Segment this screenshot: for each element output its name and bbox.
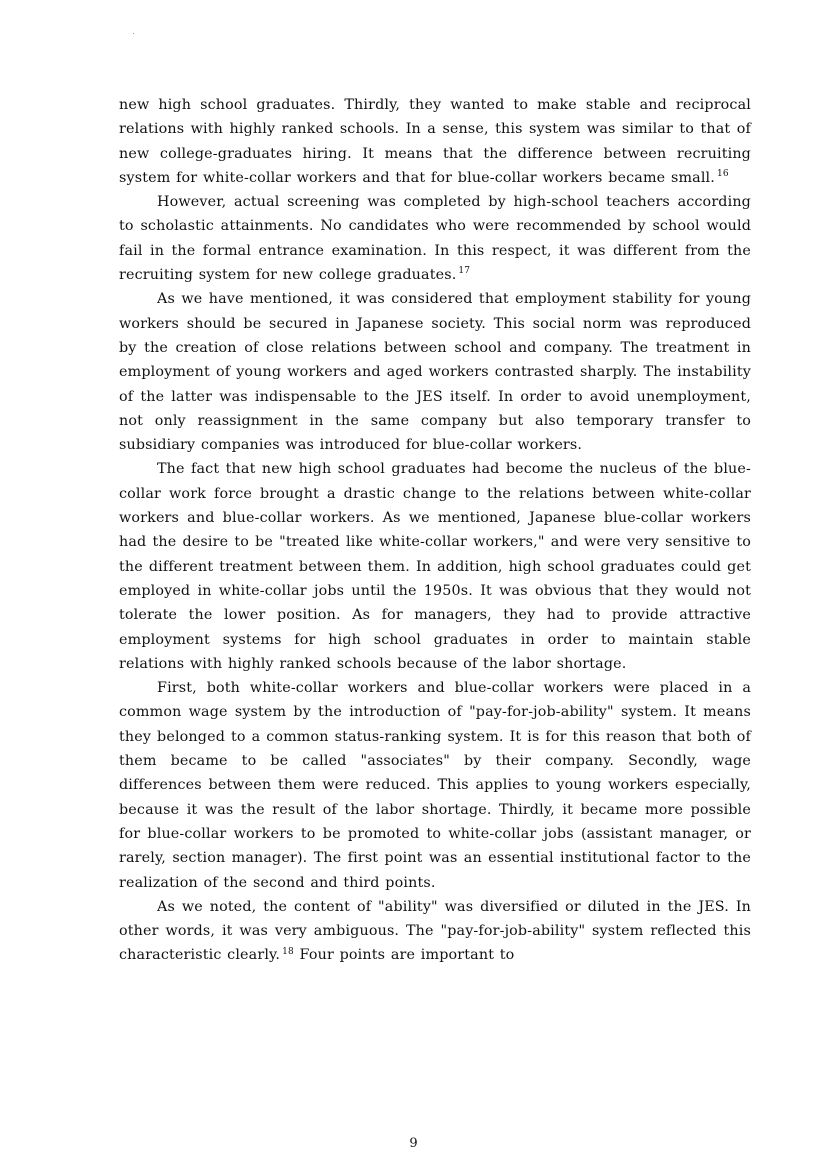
paragraph-6-text: As we noted, the content of "ability" was diversified or diluted in the JES. In other words, it was very ambiguous. The "pay-for-job-ability" system reflected this characteristic clearly. <box>119 898 751 964</box>
paragraph-5 <box>119 676 751 895</box>
paragraph-1 <box>119 93 751 190</box>
paragraph-5-text: First, both white-collar workers and blue-collar workers were placed in a common wage system by the introduction of "pay-for-job-ability" system. It means they belonged to a common status-ranking system. It is for this reason that both of them became to be called "associates" by their company. Secondly, wage differences between them were reduced. This applies to young workers especially, because it was the result of the labor shortage. Thirdly, it became more possible for blue-collar workers to be promoted to white-collar jobs (assistant manager, or rarely, section manager). The first point was an essential institutional factor to the realization of the second and third points. <box>119 680 751 891</box>
footnote-ref-18[interactable]: 18 <box>282 946 294 957</box>
paragraph-6 <box>119 895 751 968</box>
paragraph-6-tail: Four points are important to <box>293 947 515 964</box>
scan-speck <box>133 33 134 34</box>
paragraph-4-text: The fact that new high school graduates had become the nucleus of the blue-collar work force brought a drastic change to the relations between white-collar workers and blue-collar workers. As we mentioned, Japanese blue-collar workers had the desire to be "treated like white-collar workers," and were very sensitive to the different treatment between them. In addition, high school graduates could get employed in white-collar jobs until the 1950s. It was obvious that they would not tolerate the lower position. As for managers, they had to provide attractive employment systems for high school graduates in order to maintain stable relations with highly ranked schools because of the labor shortage. <box>119 461 751 672</box>
paragraph-2-text: However, actual screening was completed by high-school teachers according to scholastic attainments. No candidates who were recommended by school would fail in the formal entrance examination. In this respect, it was different from the recruiting system for new college graduates. <box>119 194 751 284</box>
document-body <box>119 93 751 968</box>
paragraph-4 <box>119 457 751 676</box>
footnote-ref-16[interactable]: 16 <box>716 169 729 180</box>
paragraph-1-text: new high school graduates. Thirdly, they wanted to make stable and reciprocal relations with highly ranked schools. In a sense, this system was similar to that of new college-graduates hiring. It means that the difference between recruiting system for white-collar workers and that for blue-collar workers became small. <box>119 97 751 186</box>
page-number: 9 <box>409 1136 418 1151</box>
paragraph-2 <box>119 190 751 287</box>
footnote-ref-17[interactable]: 17 <box>458 266 471 277</box>
paragraph-3-text: As we have mentioned, it was considered that employment stability for young workers should be secured in Japanese society. This social norm was reproduced by the creation of close relations between school and company. The treatment in employment of young workers and aged workers contrasted sharply. The instability of the latter was indispensable to the JES itself. In order to avoid unemployment, not only reassignment in the same company but also temporary transfer to subsidiary companies was introduced for blue-collar workers. <box>119 291 751 454</box>
paragraph-3 <box>119 287 751 457</box>
